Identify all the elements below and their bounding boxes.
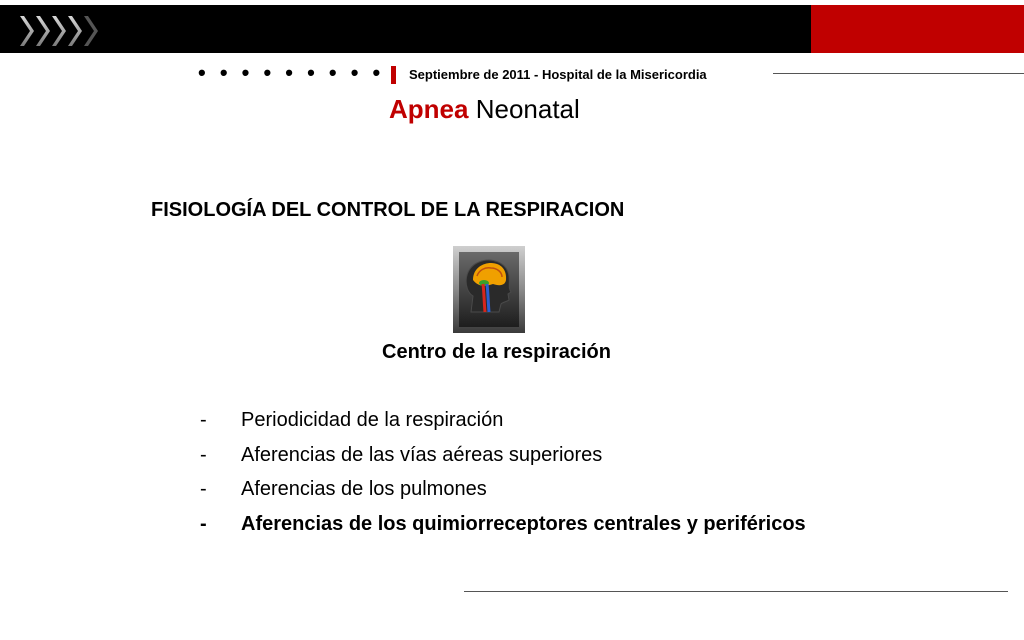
- brain-head-icon: [453, 246, 525, 333]
- section-heading: FISIOLOGÍA DEL CONTROL DE LA RESPIRACION: [151, 199, 625, 221]
- subheading: Centro de la respiración: [382, 341, 611, 363]
- date-hospital-line: Septiembre de 2011 - Hospital de la Misericordia: [409, 67, 707, 82]
- list-item: - Aferencias de los quimiorreceptores centrales y periféricos: [200, 512, 806, 535]
- list-item: - Periodicidad de la respiración: [200, 409, 504, 431]
- list-item: - Aferencias de los pulmones: [200, 478, 487, 500]
- bullet-list: [200, 403, 806, 541]
- banner-accent-block: [811, 5, 1024, 53]
- page-title: [389, 92, 580, 126]
- chevron-arrows-icon: [18, 16, 102, 44]
- title-rest: Neonatal: [475, 94, 580, 124]
- title-accent: Apnea: [389, 94, 469, 124]
- header-divider: [773, 73, 1024, 74]
- footer-divider: [464, 591, 1008, 592]
- red-marker: [391, 66, 396, 84]
- decorative-dots: • • • • • • • • •: [198, 60, 385, 85]
- list-item: - Aferencias de las vías aéreas superiores: [200, 443, 603, 466]
